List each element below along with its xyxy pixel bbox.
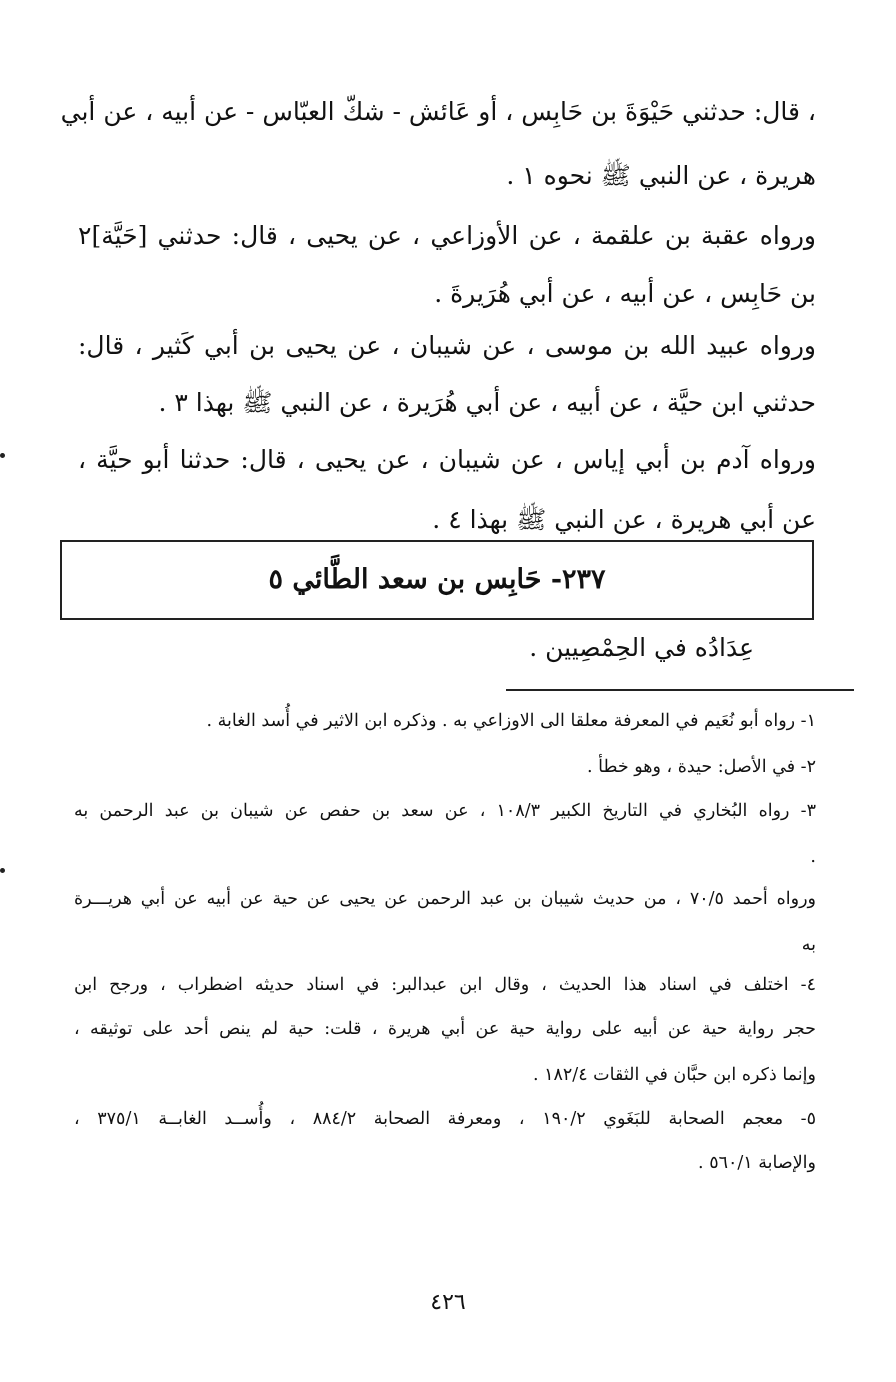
footnote-line-2: ٢- في الأصل: حيدة ، وهو خطأ . xyxy=(587,757,816,777)
page-number: ٤٢٦ xyxy=(430,1290,466,1315)
body-line-3: ورواه عقبة بن علقمة ، عن الأوزاعي ، عن يحيى ، قال: حدثني [حَيَّة]٢ xyxy=(78,221,816,250)
entry-heading: ٢٣٧- حَابِس بن سعد الطَّائي ٥ xyxy=(268,564,606,595)
body-line-1: ، قال: حدثني حَيْوَةَ بن حَابِس ، أو عَائش - شكّ العبّاس - عن أبيه ، عن أبي xyxy=(60,97,816,126)
footnote-line-10: ٥- معجم الصحابة للبَغَوي ١٩٠/٢ ، ومعرفة الصحابة ٨٨٤/٢ ، وأُســد الغابــة ٣٧٥/١ ، xyxy=(74,1109,817,1129)
body-line-4: بن حَابِس ، عن أبيه ، عن أبي هُرَيرةَ . xyxy=(434,279,816,308)
entry-text: عِدَادُه في الحِمْصِيين . xyxy=(529,633,754,662)
scan-mark-dot xyxy=(0,453,5,458)
scan-mark-dot xyxy=(0,868,5,873)
footnote-line-3: ٣- رواه البُخاري في التاريخ الكبير ١٠٨/٣ ، عن سعد بن حفص عن شيبان بن عبد الرحمن به xyxy=(74,801,816,821)
footnote-line-4: . xyxy=(810,847,816,867)
body-line-2: هريرة ، عن النبي ﷺ نحوه ١ . xyxy=(506,161,816,190)
footnote-separator xyxy=(506,689,854,691)
entry-heading-box xyxy=(60,540,814,620)
body-line-8: عن أبي هريرة ، عن النبي ﷺ بهذا ٤ . xyxy=(432,505,816,534)
body-line-5: ورواه عبيد الله بن موسى ، عن شيبان ، عن يحيى بن أبي كَثير ، قال: xyxy=(78,331,816,360)
footnote-line-5: ورواه أحمد ٧٠/٥ ، من حديث شيبان بن عبد الرحمن عن يحيى عن حية عن أبيه عن أبي هريـــرة xyxy=(74,889,816,909)
body-line-6: حدثني ابن حيَّة ، عن أبيه ، عن أبي هُرَيرة ، عن النبي ﷺ بهذا ٣ . xyxy=(158,388,816,417)
footnote-line-9: وإنما ذكره ابن حبَّان في الثقات ١٨٢/٤ . xyxy=(532,1065,816,1085)
footnote-line-6: به xyxy=(801,935,816,955)
footnote-line-8: حجر رواية حية عن أبيه على رواية حية عن أبي هريرة ، قلت: حية لم ينص أحد على توثيقه ، xyxy=(74,1019,816,1039)
footnote-line-1: ١- رواه أبو نُعَيم في المعرفة معلقا الى الاوزاعي به . وذكره ابن الاثير في أُسد الغابة . xyxy=(206,711,816,731)
footnote-line-7: ٤- اختلف في اسناد هذا الحديث ، وقال ابن عبدالبر: في اسناد حديثه اضطراب ، ورجح ابن xyxy=(74,975,816,995)
footnote-line-11: والإصابة ٥٦٠/١ . xyxy=(698,1153,816,1173)
body-line-7: ورواه آدم بن أبي إياس ، عن شيبان ، عن يحيى ، قال: حدثنا أبو حيَّة ، xyxy=(78,445,816,474)
